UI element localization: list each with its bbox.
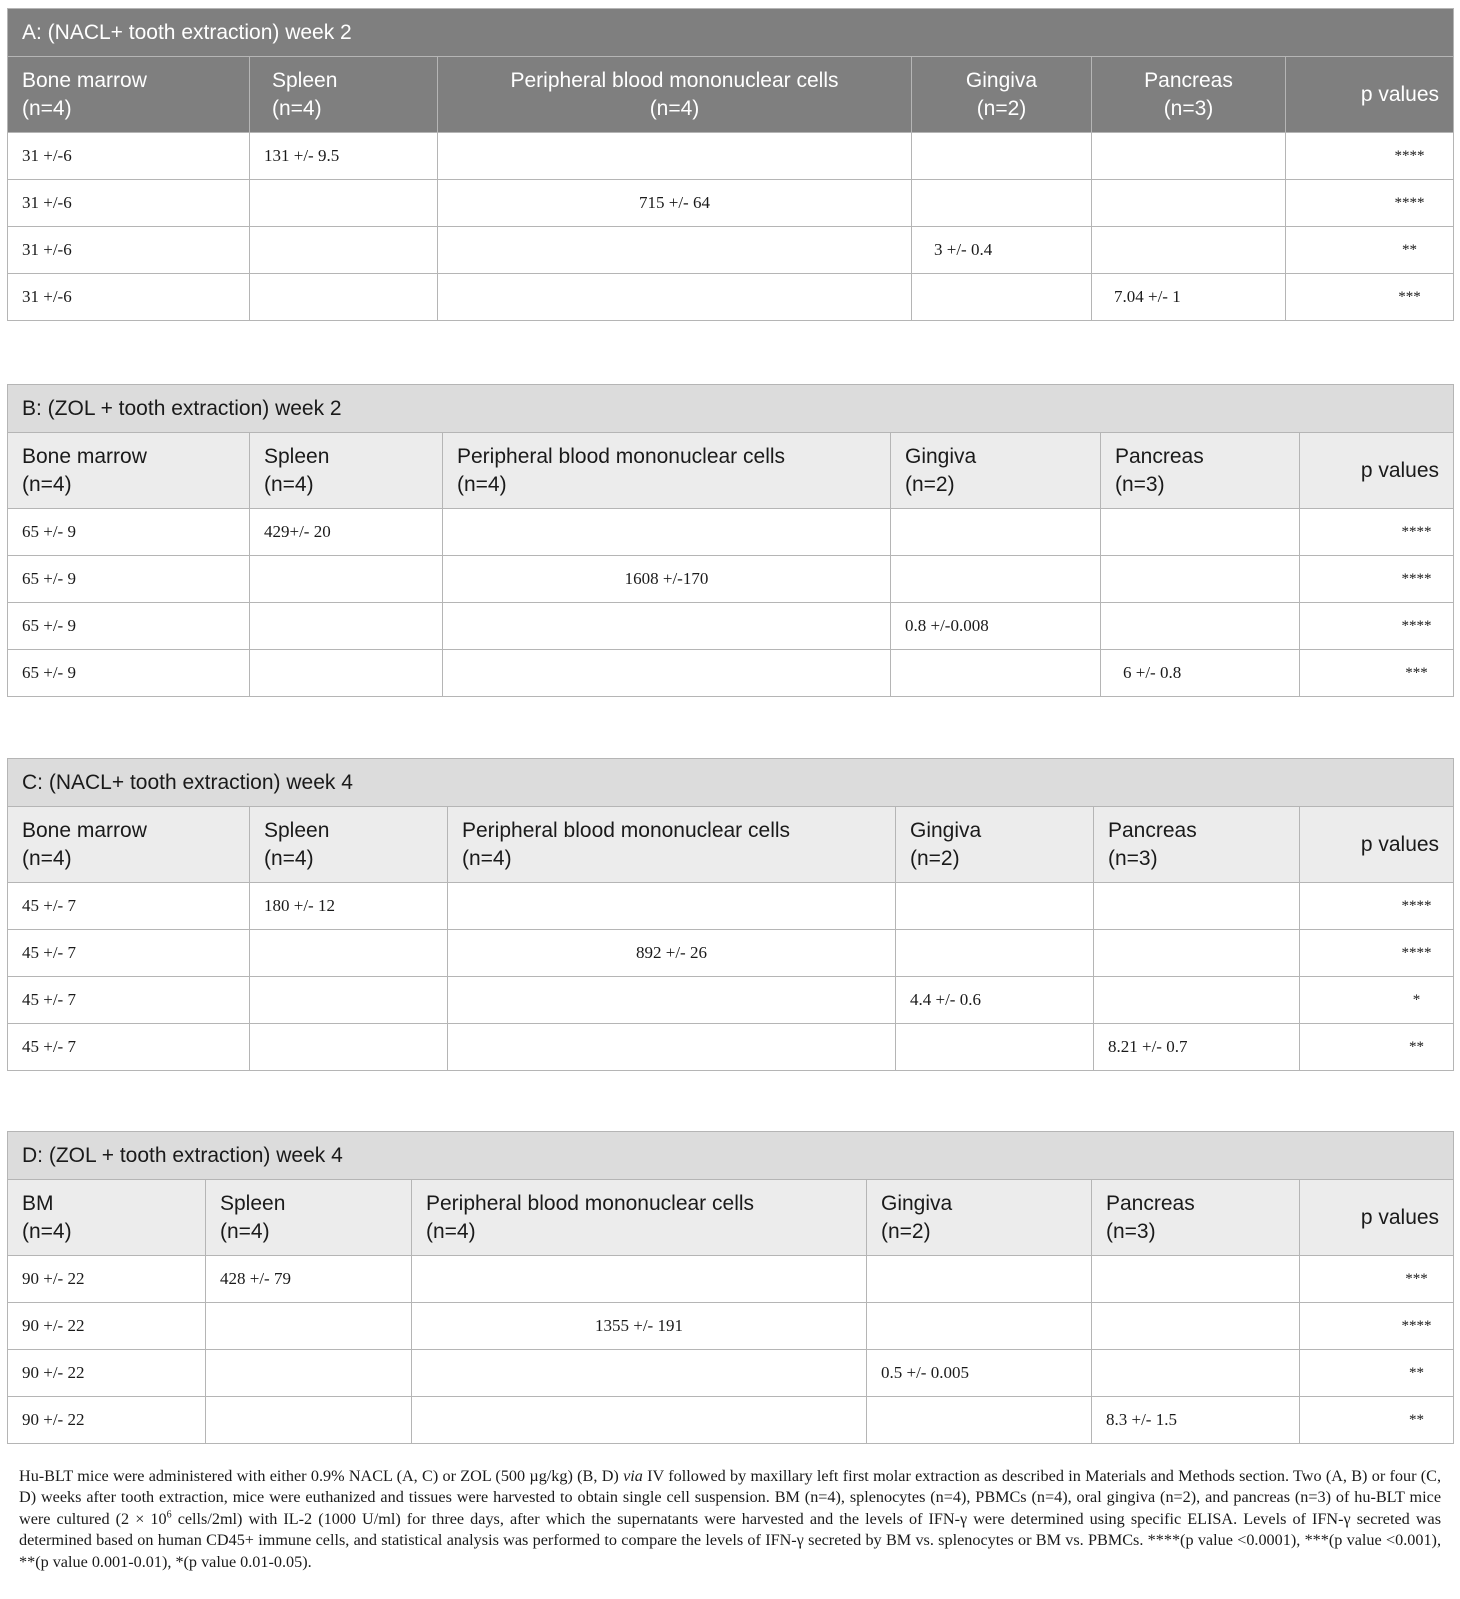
cell	[1092, 1256, 1300, 1303]
table-title: D: (ZOL + tooth extraction) week 4	[8, 1132, 1454, 1180]
cell: 31 +/-6	[8, 274, 250, 321]
cell: 1608 +/-170	[443, 556, 891, 603]
cell	[250, 274, 438, 321]
cell	[438, 133, 912, 180]
cell-p-value: ****	[1300, 1303, 1454, 1350]
cell	[896, 930, 1094, 977]
cell-p-value: *	[1300, 977, 1454, 1024]
cell	[912, 180, 1092, 227]
cell	[448, 883, 896, 930]
table-row	[8, 977, 1454, 1024]
column-header-pancreas: Pancreas (n=3)	[1092, 1180, 1300, 1256]
cell	[443, 603, 891, 650]
cell-p-value: ***	[1300, 650, 1454, 697]
cell: 428 +/- 79	[206, 1256, 412, 1303]
table-title: B: (ZOL + tooth extraction) week 2	[8, 385, 1454, 433]
cell	[250, 556, 443, 603]
cell	[1092, 133, 1286, 180]
cell: 65 +/- 9	[8, 556, 250, 603]
cell-p-value: **	[1300, 1024, 1454, 1071]
column-header-pbmc: Peripheral blood mononuclear cells (n=4)	[438, 57, 912, 133]
table-a	[7, 8, 1454, 321]
table-row	[8, 1024, 1454, 1071]
table-d	[7, 1131, 1454, 1444]
cell	[448, 1024, 896, 1071]
table-row	[8, 1303, 1454, 1350]
cell	[250, 977, 448, 1024]
cell: 892 +/- 26	[448, 930, 896, 977]
cell: 90 +/- 22	[8, 1350, 206, 1397]
cell: 0.8 +/-0.008	[891, 603, 1101, 650]
cell	[438, 274, 912, 321]
column-header-pbmc: Peripheral blood mononuclear cells (n=4)	[443, 433, 891, 509]
cell	[896, 883, 1094, 930]
column-header-p-values: p values	[1300, 807, 1454, 883]
cell: 45 +/- 7	[8, 930, 250, 977]
column-header-spleen: Spleen (n=4)	[250, 57, 438, 133]
cell: 1355 +/- 191	[412, 1303, 867, 1350]
cell: 715 +/- 64	[438, 180, 912, 227]
cell-p-value: ***	[1286, 274, 1454, 321]
table-row	[8, 650, 1454, 697]
cell-p-value: ****	[1300, 603, 1454, 650]
cell-p-value: **	[1300, 1397, 1454, 1444]
cell: 65 +/- 9	[8, 603, 250, 650]
column-header-gingiva: Gingiva (n=2)	[896, 807, 1094, 883]
cell	[912, 274, 1092, 321]
column-header-pbmc: Peripheral blood mononuclear cells (n=4)	[412, 1180, 867, 1256]
cell: 131 +/- 9.5	[250, 133, 438, 180]
cell	[891, 509, 1101, 556]
table-row	[8, 1397, 1454, 1444]
cell	[412, 1350, 867, 1397]
cell	[250, 603, 443, 650]
cell: 31 +/-6	[8, 180, 250, 227]
column-header-bone-marrow: Bone marrow (n=4)	[8, 57, 250, 133]
cell-p-value: **	[1300, 1350, 1454, 1397]
table-row	[8, 227, 1454, 274]
table-title: A: (NACL+ tooth extraction) week 2	[8, 9, 1454, 57]
table-row	[8, 603, 1454, 650]
column-header-p-values: p values	[1300, 1180, 1454, 1256]
cell	[250, 930, 448, 977]
cell	[443, 509, 891, 556]
table-title: C: (NACL+ tooth extraction) week 4	[8, 759, 1454, 807]
cell: 65 +/- 9	[8, 650, 250, 697]
cell: 3 +/- 0.4	[912, 227, 1092, 274]
cell	[867, 1256, 1092, 1303]
cell: 31 +/-6	[8, 227, 250, 274]
cell: 429+/- 20	[250, 509, 443, 556]
cell	[250, 227, 438, 274]
cell	[206, 1397, 412, 1444]
cell	[438, 227, 912, 274]
cell	[250, 180, 438, 227]
column-header-gingiva: Gingiva (n=2)	[867, 1180, 1092, 1256]
cell	[443, 650, 891, 697]
cell-p-value: **	[1286, 227, 1454, 274]
cell	[1101, 509, 1300, 556]
cell: 8.21 +/- 0.7	[1094, 1024, 1300, 1071]
cell-p-value: ****	[1286, 133, 1454, 180]
cell: 7.04 +/- 1	[1092, 274, 1286, 321]
table-c	[7, 758, 1454, 1071]
cell	[1094, 883, 1300, 930]
cell: 8.3 +/- 1.5	[1092, 1397, 1300, 1444]
cell: 0.5 +/- 0.005	[867, 1350, 1092, 1397]
cell	[867, 1303, 1092, 1350]
cell-p-value: ****	[1286, 180, 1454, 227]
table-row	[8, 180, 1454, 227]
cell	[912, 133, 1092, 180]
column-header-spleen: Spleen (n=4)	[206, 1180, 412, 1256]
cell-p-value: ****	[1300, 509, 1454, 556]
cell	[896, 1024, 1094, 1071]
cell	[250, 650, 443, 697]
cell	[250, 1024, 448, 1071]
table-row	[8, 556, 1454, 603]
cell: 45 +/- 7	[8, 977, 250, 1024]
cell-p-value: ****	[1300, 883, 1454, 930]
cell: 6 +/- 0.8	[1101, 650, 1300, 697]
cell	[412, 1256, 867, 1303]
cell	[1101, 603, 1300, 650]
cell	[1092, 227, 1286, 274]
column-header-p-values: p values	[1286, 57, 1454, 133]
table-footnote: Hu-BLT mice were administered with either 0.9% NACL (A, C) or ZOL (500 µg/kg) (B, D) via IV followed by maxillary left first molar extraction as described in Materials and Methods section. Two (A, B) or four (C, D) weeks after tooth extraction, mice were euthanized and tissues were harvested to obtain single cell suspension. BM (n=4), splenocytes (n=4), PBMCs (n=4), oral gingiva (n=2), and pancreas (n=3) of hu-BLT mice were cultured ($2 \times 10^6$ cells/2ml) with IL-2 (1000 U/ml) for three days, after which the supernatants were harvested and the levels of IFN-γ were determined using specific ELISA. Levels of IFN-γ secreted was determined based on human CD45+ immune cells, and statistical analysis was performed to compare the levels of IFN-γ secreted by BM vs. splenocytes or BM vs. PBMCs. ****(p value <0.0001), ***(p value <0.001), **(p value 0.001-0.01), *(p value 0.01-0.05).	[19, 1467, 1442, 1571]
table-row	[8, 509, 1454, 556]
cell	[1092, 1303, 1300, 1350]
table-row	[8, 1256, 1454, 1303]
cell	[1092, 180, 1286, 227]
cell	[891, 556, 1101, 603]
cell: 4.4 +/- 0.6	[896, 977, 1094, 1024]
cell: 45 +/- 7	[8, 1024, 250, 1071]
cell: 90 +/- 22	[8, 1397, 206, 1444]
column-header-pancreas: Pancreas (n=3)	[1092, 57, 1286, 133]
column-header-pancreas: Pancreas (n=3)	[1094, 807, 1300, 883]
cell-p-value: ***	[1300, 1256, 1454, 1303]
table-row	[8, 883, 1454, 930]
table-row	[8, 133, 1454, 180]
column-header-gingiva: Gingiva (n=2)	[891, 433, 1101, 509]
cell: 45 +/- 7	[8, 883, 250, 930]
cell: 90 +/- 22	[8, 1303, 206, 1350]
column-header-pancreas: Pancreas (n=3)	[1101, 433, 1300, 509]
column-header-pbmc: Peripheral blood mononuclear cells (n=4)	[448, 807, 896, 883]
table-row	[8, 930, 1454, 977]
column-header-bone-marrow: Bone marrow (n=4)	[8, 807, 250, 883]
cell-p-value: ****	[1300, 556, 1454, 603]
column-header-p-values: p values	[1300, 433, 1454, 509]
table-b	[7, 384, 1454, 697]
cell	[1094, 930, 1300, 977]
column-header-gingiva: Gingiva (n=2)	[912, 57, 1092, 133]
table-row	[8, 1350, 1454, 1397]
cell	[206, 1303, 412, 1350]
column-header-bone-marrow: Bone marrow (n=4)	[8, 433, 250, 509]
table-row	[8, 274, 1454, 321]
column-header-spleen: Spleen (n=4)	[250, 433, 443, 509]
cell	[1094, 977, 1300, 1024]
cell	[206, 1350, 412, 1397]
cell	[891, 650, 1101, 697]
cell: 65 +/- 9	[8, 509, 250, 556]
cell	[1101, 556, 1300, 603]
column-header-bm: BM (n=4)	[8, 1180, 206, 1256]
cell	[1092, 1350, 1300, 1397]
cell	[448, 977, 896, 1024]
cell: 90 +/- 22	[8, 1256, 206, 1303]
cell: 31 +/-6	[8, 133, 250, 180]
cell	[412, 1397, 867, 1444]
cell	[867, 1397, 1092, 1444]
cell-p-value: ****	[1300, 930, 1454, 977]
cell: 180 +/- 12	[250, 883, 448, 930]
column-header-spleen: Spleen (n=4)	[250, 807, 448, 883]
